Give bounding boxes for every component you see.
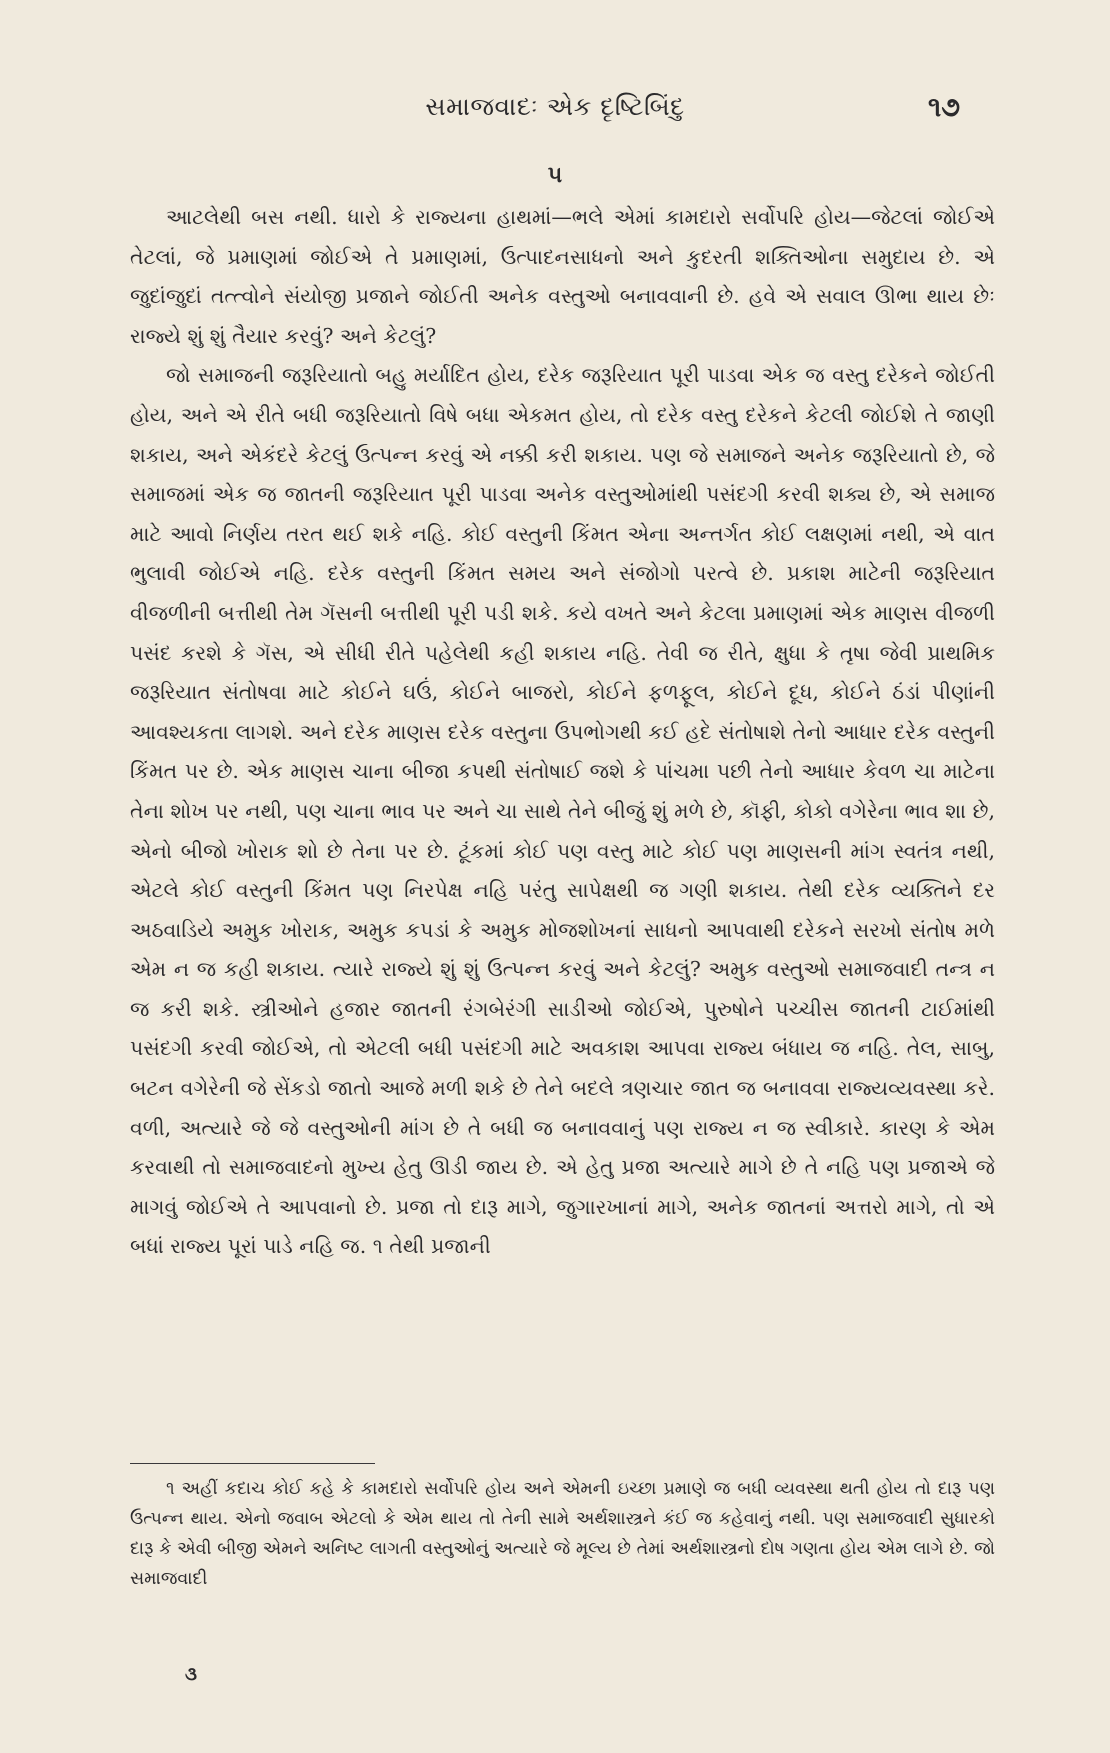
paragraph-1: આટલેથી બસ નથી. ધારો કે રાજ્યના હાથમાં—ભલે એમાં કામદારો સર્વોપરિ હોય—જેટલાં જોઈએ તેટલાં, જે પ્રમાણમાં જોઈએ તે પ્રમાણમાં, ઉત્પાદનસાધનો અને કુદરતી શક્તિઓના સમુદાય છે. એ જુદાંજુદાં તત્ત્વોને સંયોજી પ્રજાને જોઈતી અનેક વસ્તુઓ બનાવવાની છે. હવે એ સવાલ ઊભા થાય છેઃ રાજ્યે શું શું તૈયાર કરવું? અને કેટલું? bbox=[130, 205, 995, 348]
paragraph-2: જો સમાજની જરૂરિયાતો બહુ મર્યાદિત હોય, દરેક જરૂરિયાત પૂરી પાડવા એક જ વસ્તુ દરેકને જોઈતી હોય, અને એ રીતે બધી જરૂરિયાતો વિષે બધા એકમત હોય, તો દરેક વસ્તુ દરેકને કેટલી જોઈશે તે જાણી શકાય, અને એકંદરે કેટલું ઉત્પન્ન કરવું એ નક્કી કરી શકાય. પણ જે સમાજને અનેક જરૂરિયાતો છે, જે સમાજમાં એક જ જાતની જરૂરિયાત પૂરી પાડવા અનેક વસ્તુઓમાંથી પસંદગી કરવી શક્ય છે, એ સમાજ માટે આવો નિર્ણય તરત થઈ શકે નહિ. કોઈ વસ્તુની કિંમત એના અન્તર્ગત કોઈ લક્ષણમાં નથી, એ વાત ભુલાવી જોઈએ નહિ. દરેક વસ્તુની કિંમત સમય અને સંજોગો પરત્વે છે. પ્રકાશ માટેની જરૂરિયાત વીજળીની બત્તીથી તેમ ગૅસની બત્તીથી પૂરી પડી શકે. કયે વખતે અને કેટલા પ્રમાણમાં એક માણસ વીજળી પસંદ કરશે કે ગૅસ, એ સીધી રીતે પહેલેથી કહી શકાય નહિ. તેવી જ રીતે, ક્ષુધા કે તૃષા જેવી પ્રાથમિક જરૂરિયાત સંતોષવા માટે કોઈને ઘઉં, કોઈને બાજરો, કોઈને ફળફૂલ, કોઈને દૂધ, કોઈને ઠંડાં પીણાંની આવશ્યકતા લાગશે. અને દરેક માણસ દરેક વસ્તુના ઉપભોગથી કઈ હદે સંતોષાશે તેનો આધાર દરેક વસ્તુની કિંમત પર છે. એક માણસ ચાના બીજા કપથી સંતોષાઈ જશે કે પાંચમા પછી તેનો આધાર કેવળ ચા માટેના તેના શોખ પર નથી, પણ ચાના ભાવ પર અને ચા સાથે તેને બીજું શું મળે છે, કૉફી, કોકો વગેરેના ભાવ શા છે, એનો બીજો ખોરાક શો છે તેના પર છે. ટૂંકમાં કોઈ પણ વસ્તુ માટે કોઈ પણ માણસની માંગ સ્વતંત્ર નથી, એટલે કોઈ વસ્તુની કિંમત પણ નિરપેક્ષ નહિ પરંતુ સાપેક્ષથી જ ગણી શકાય. તેથી દરેક વ્યક્તિને દર અઠવાડિયે અમુક ખોરાક, અમુક કપડાં કે અમુક મોજશોખનાં સાધનો આપવાથી દરેકને સરખો સંતોષ મળે એમ ન જ કહી શકાય. ત્યારે રાજ્યે શું શું ઉત્પન્ન કરવું અને કેટલું? અમુક વસ્તુઓ સમાજવાદી તન્ત્ર ન જ કરી શકે. સ્ત્રીઓને હજાર જાતની રંગબેરંગી સાડીઓ જોઈએ, પુરુષોને પચ્ચીસ જાતની ટાઈમાંથી પસંદગી કરવી જોઈએ, તો એટલી બધી પસંદગી માટે અવકાશ આપવા રાજ્ય બંધાય જ નહિ. તેલ, સાબુ, બટન વગેરેની જે સેંકડો જાતો આજે મળી શકે છે તેને બદલે ત્રણચાર જાત જ બનાવવા રાજ્યવ્યવસ્થા કરે. વળી, અત્યારે જે જે વસ્તુઓની માંગ છે તે બધી જ બનાવવાનું પણ રાજ્ય ન જ સ્વીકારે. કારણ કે એમ કરવાથી તો સમાજવાદનો મુખ્ય હેતુ ઊડી જાય છે. એ હેતુ પ્રજા અત્યારે માગે છે તે નહિ પણ પ્રજાએ જે માગવું જોઈએ તે આપવાનો છે. પ્રજા તો દારૂ માગે, જુગારખાનાં માગે, અનેક જાતનાં અત્તરો માગે, તો એ બધાં રાજ્ય પૂરાં પાડે નહિ જ. ૧ તેથી પ્રજાની bbox=[130, 363, 995, 1259]
body-text bbox=[130, 198, 995, 1267]
signature-mark: ૩ bbox=[185, 1664, 197, 1685]
running-title: સમાજવાદઃ એક દૃષ્ટિબિંદુ bbox=[425, 92, 685, 121]
running-header bbox=[0, 92, 1110, 132]
footnote: ૧ અહીં કદાચ કોઈ કહે કે કામદારો સર્વોપરિ હોય અને એમની ઇચ્છા પ્રમાણે જ બધી વ્યવસ્થા થતી હોય તો દારૂ પણ ઉત્પન્ન થાય. એનો જવાબ એટલો કે એમ થાય તો તેની સામે અર્થશાસ્ત્રને કંઈ જ કહેવાનું નથી. પણ સમાજવાદી સુધારકો દારૂ કે એવી બીજી એમને અનિષ્ટ લાગતી વસ્તુઓનું અત્યારે જે મૂલ્ય છે તેમાં અર્થશાસ્ત્રનો દોષ ગણતા હોય એમ લાગે છે. જો સમાજવાદી bbox=[130, 1479, 995, 1589]
footnote-divider bbox=[130, 1463, 375, 1464]
page-number: ૧૭ bbox=[928, 92, 960, 123]
section-number: ૫ bbox=[547, 162, 563, 188]
